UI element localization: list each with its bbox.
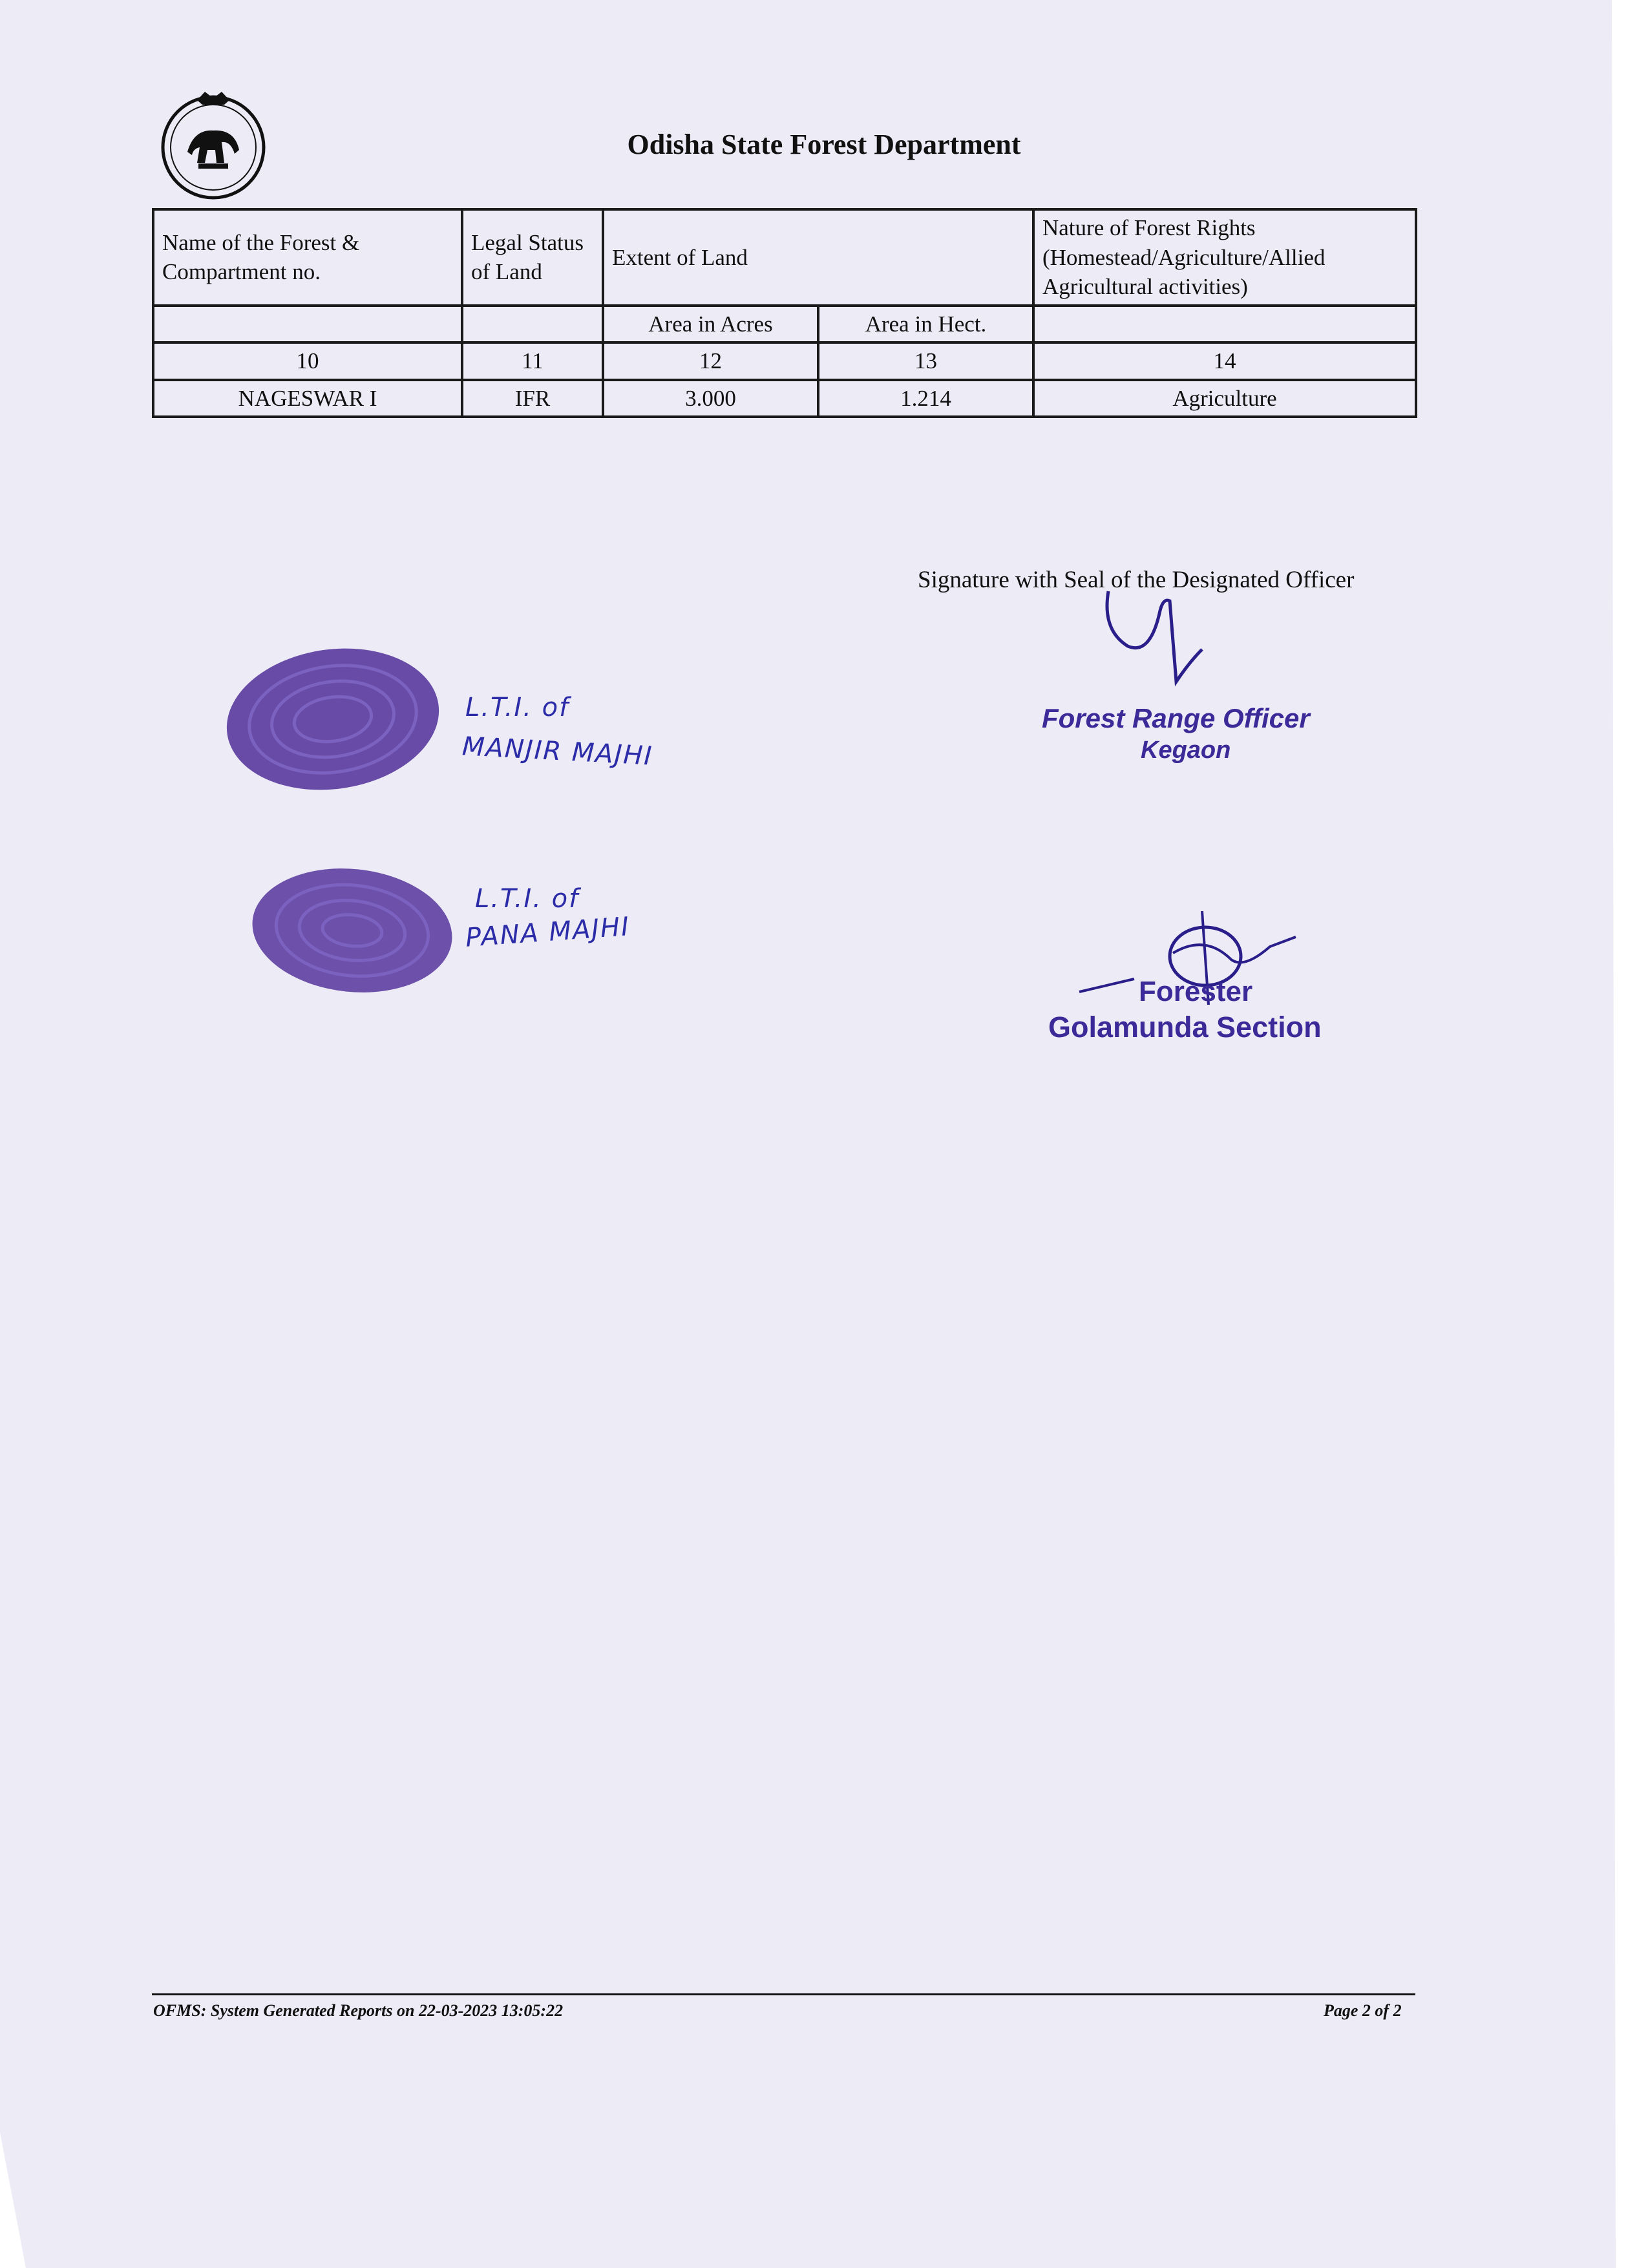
subheader-area-acres: Area in Acres (603, 306, 818, 343)
handwritten-name-1: MANJIR MAJHI (461, 731, 654, 772)
subheader-blank (462, 306, 603, 343)
signature-caption: Signature with Seal of the Designated Officer (918, 567, 1355, 593)
footer-page-number: Page 2 of 2 (1324, 2001, 1402, 2020)
column-number: 11 (462, 342, 603, 380)
handwritten-lti-1: L.T.I. of (465, 693, 570, 722)
table-header-row (153, 209, 1416, 306)
header-nature-of-rights: Nature of Forest Rights (Homestead/Agriculture/Allied Agricultural activities) (1033, 209, 1416, 306)
forest-rights-table (152, 208, 1417, 418)
handwritten-lti-2: L.T.I. of (475, 884, 580, 914)
cell-area-acres: 3.000 (603, 380, 818, 417)
cell-nature-of-rights: Agriculture (1033, 380, 1416, 417)
cell-legal-status: IFR (462, 380, 603, 417)
cell-forest-name: NAGESWAR I (153, 380, 462, 417)
department-title: Odisha State Forest Department (627, 129, 1021, 160)
range-officer-stamp-place: Kegaon (1141, 737, 1231, 764)
header-extent-of-land: Extent of Land (603, 209, 1033, 306)
header-forest-name: Name of the Forest & Compartment no. (153, 209, 462, 306)
forester-stamp-place: Golamunda Section (1048, 1011, 1322, 1044)
table-row (153, 380, 1416, 417)
column-number-row (153, 342, 1416, 380)
footer-generated-info: OFMS: System Generated Reports on 22-03-2023 13:05:22 (153, 2001, 564, 2020)
thumbprint-2 (246, 863, 459, 998)
subheader-area-hect: Area in Hect. (818, 306, 1033, 343)
subheader-blank (153, 306, 462, 343)
handwritten-name-2: PANA MAJHI (464, 912, 631, 953)
column-number: 12 (603, 342, 818, 380)
column-number: 10 (153, 342, 462, 380)
subheader-blank (1033, 306, 1416, 343)
range-officer-stamp-title: Forest Range Officer (1042, 703, 1310, 733)
footer-divider (152, 1993, 1415, 1995)
column-number: 13 (818, 342, 1033, 380)
header-legal-status: Legal Status of Land (462, 209, 603, 306)
cell-area-hect: 1.214 (818, 380, 1033, 417)
range-officer-signature (1099, 585, 1228, 708)
thumbprint-1 (223, 643, 449, 795)
column-number: 14 (1033, 342, 1416, 380)
forester-stamp-title: Forester (1139, 976, 1253, 1007)
table-subheader-row (153, 306, 1416, 343)
